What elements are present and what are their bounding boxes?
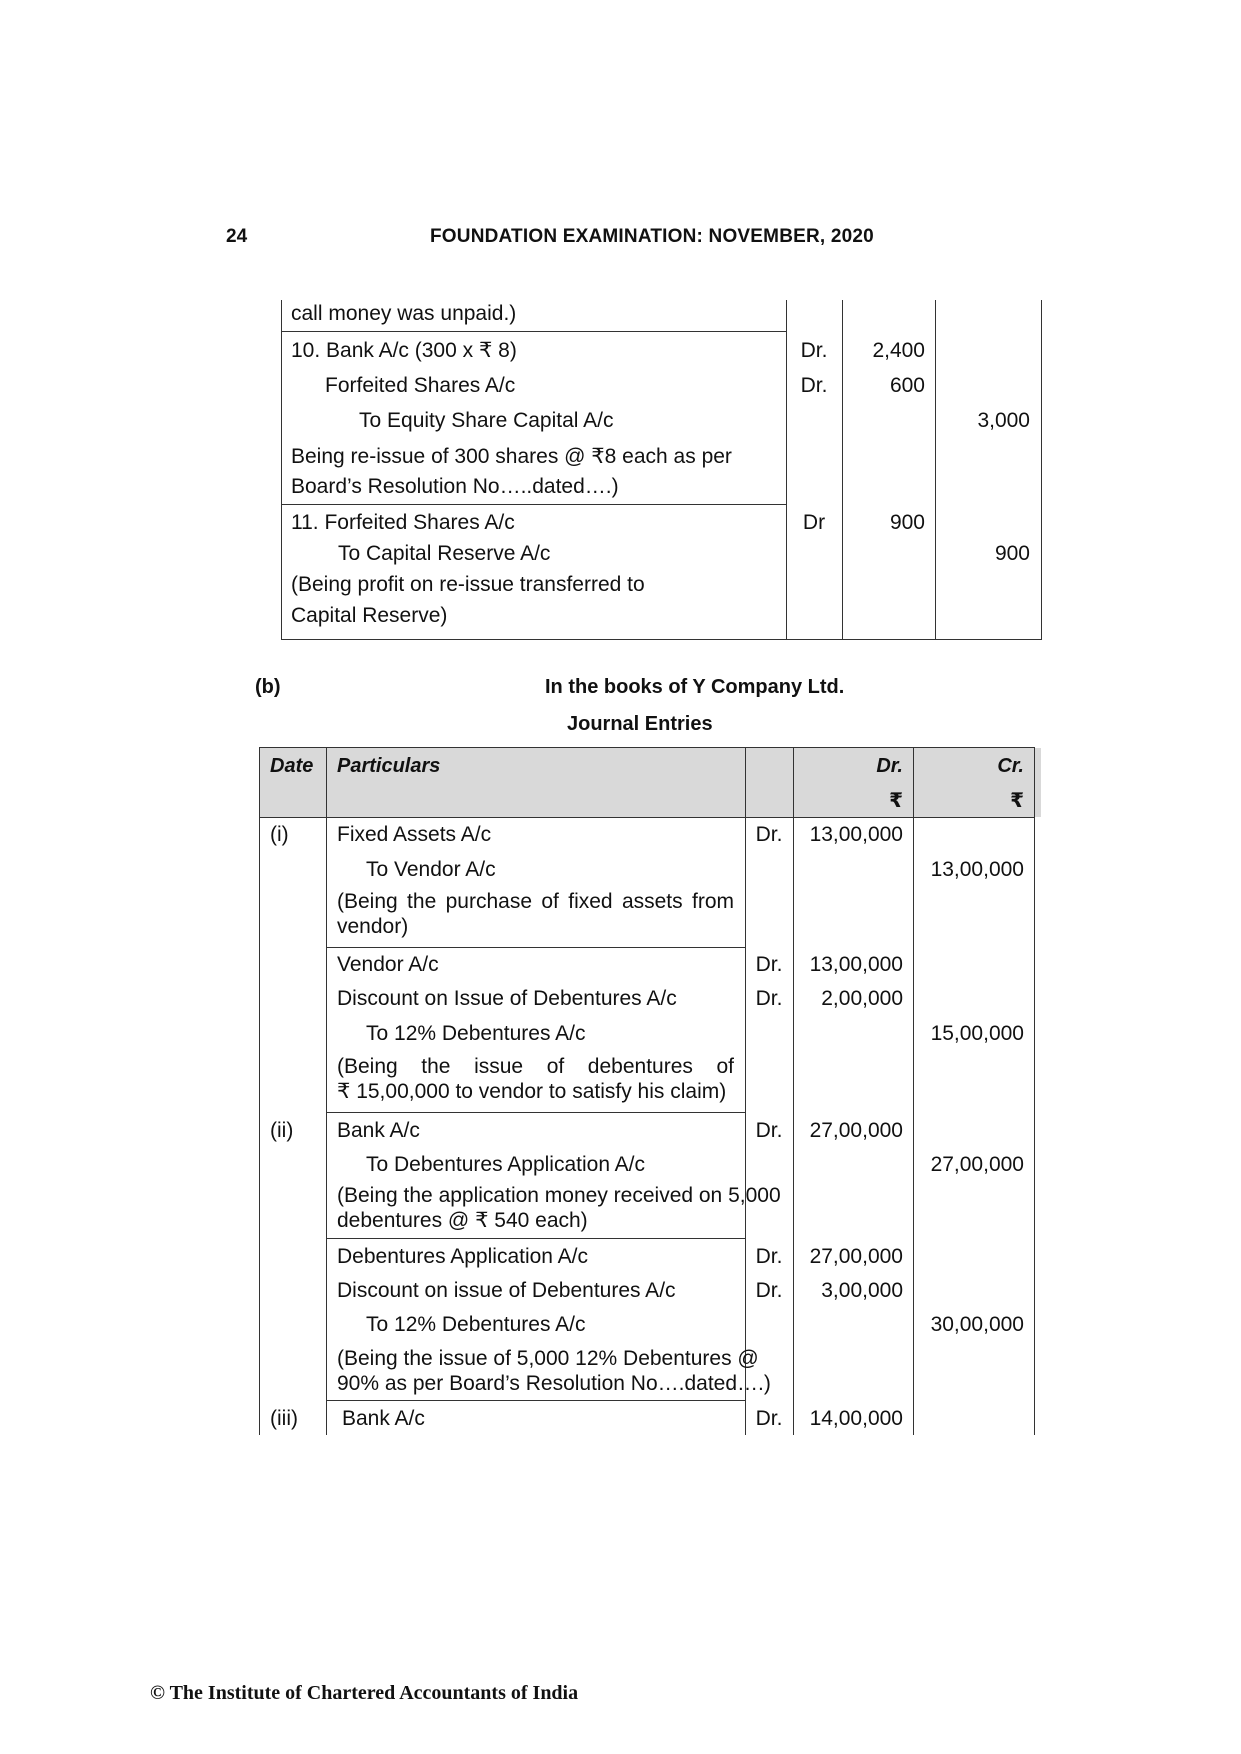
entry-4-line-3: To 12% Debentures A/c bbox=[366, 1313, 586, 1336]
entry-4-dr-2: Dr. bbox=[755, 1279, 783, 1302]
entry-2-narration-1: (Being the issue of debentures of bbox=[337, 1055, 734, 1078]
entry-2-line-1: Vendor A/c bbox=[337, 953, 439, 976]
entry-3-line-1: Bank A/c bbox=[337, 1119, 420, 1142]
table-border bbox=[793, 747, 794, 1435]
entry-3-debit-amount: 27,00,000 bbox=[809, 1119, 903, 1142]
entry-11-narration-1: (Being profit on re-issue transferred to bbox=[291, 573, 645, 596]
table-bottom-border bbox=[281, 639, 1042, 640]
entry-10-amount-1: 2,400 bbox=[872, 339, 925, 362]
entry-1-narration-2: vendor) bbox=[337, 915, 409, 938]
entry-date: (ii) bbox=[270, 1119, 294, 1142]
entry-4-line-2: Discount on issue of Debentures A/c bbox=[337, 1279, 676, 1302]
header-bottom-border bbox=[259, 817, 1035, 818]
header-date: Date bbox=[270, 755, 314, 777]
entry-4-line-1: Debentures Application A/c bbox=[337, 1245, 588, 1268]
entry-11-line-1: 11. Forfeited Shares A/c bbox=[291, 511, 515, 534]
header-particulars: Particulars bbox=[337, 755, 441, 777]
entry-10-line-1: 10. Bank A/c (300 x ₹ 8) bbox=[291, 339, 517, 362]
entry-1-credit-amount: 13,00,000 bbox=[930, 858, 1024, 881]
entry-11-narration-2: Capital Reserve) bbox=[291, 604, 448, 627]
table-border bbox=[326, 747, 327, 1435]
entry-11-line-2: To Capital Reserve A/c bbox=[338, 542, 551, 565]
entry-4-narration-1: (Being the issue of 5,000 12% Debentures @ bbox=[337, 1347, 759, 1370]
entry-2-debit-amount-2: 2,00,000 bbox=[821, 987, 903, 1010]
row-divider bbox=[326, 1400, 745, 1401]
entry-3-credit-amount: 27,00,000 bbox=[930, 1153, 1024, 1176]
row-divider bbox=[281, 504, 786, 505]
entry-10-narration-1: Being re-issue of 300 shares @ ₹8 each as per bbox=[291, 445, 732, 468]
table-border bbox=[745, 747, 746, 1435]
row-divider bbox=[281, 331, 786, 332]
header-rupee-debit: ₹ bbox=[889, 790, 903, 812]
entry-1-line-2: To Vendor A/c bbox=[366, 858, 496, 881]
entry-5-dr: Dr. bbox=[755, 1407, 783, 1430]
entry-4-dr-1: Dr. bbox=[755, 1245, 783, 1268]
table-top-border bbox=[259, 747, 1035, 748]
entry-3-dr: Dr. bbox=[755, 1119, 783, 1142]
header-debit: Dr. bbox=[876, 755, 903, 777]
row-divider bbox=[326, 947, 745, 948]
books-title: In the books of Y Company Ltd. bbox=[545, 676, 845, 698]
entry-10-amount-2: 600 bbox=[889, 374, 925, 397]
row-divider bbox=[326, 1112, 745, 1113]
page-number: 24 bbox=[226, 226, 248, 247]
entry-10-dr-2: Dr. bbox=[800, 374, 828, 397]
table-border bbox=[1034, 747, 1035, 1435]
table-border bbox=[259, 747, 260, 1435]
entry-10-dr-1: Dr. bbox=[800, 339, 828, 362]
entry-10-line-2: Forfeited Shares A/c bbox=[325, 374, 516, 397]
entry-10-narration-2: Board’s Resolution No…..dated….) bbox=[291, 475, 619, 498]
entry-5-line-1: Bank A/c bbox=[342, 1407, 425, 1430]
header-rupee-credit: ₹ bbox=[1010, 790, 1024, 812]
entry-4-debit-amount-2: 3,00,000 bbox=[821, 1279, 903, 1302]
page-header-title: FOUNDATION EXAMINATION: NOVEMBER, 2020 bbox=[430, 226, 874, 247]
entry-3-narration-1: (Being the application money received on 5,000 bbox=[337, 1184, 781, 1207]
entry-10-credit: 3,000 bbox=[977, 409, 1030, 432]
entry-date: (i) bbox=[270, 823, 289, 846]
journal-title: Journal Entries bbox=[567, 713, 713, 735]
entry-2-credit-amount: 15,00,000 bbox=[930, 1022, 1024, 1045]
entry-5-debit-amount: 14,00,000 bbox=[809, 1407, 903, 1430]
entry-3-line-2: To Debentures Application A/c bbox=[366, 1153, 646, 1176]
table-border bbox=[281, 330, 282, 640]
table-border bbox=[1041, 300, 1042, 640]
footer-copyright: © The Institute of Chartered Accountants of India bbox=[150, 1682, 579, 1704]
entry-2-dr-1: Dr. bbox=[755, 953, 783, 976]
table-border bbox=[935, 300, 936, 640]
row-divider bbox=[326, 1238, 745, 1239]
section-label: (b) bbox=[255, 676, 281, 698]
entry-11-credit: 900 bbox=[994, 542, 1030, 565]
carry-line: call money was unpaid.) bbox=[291, 302, 517, 325]
entry-10-line-3: To Equity Share Capital A/c bbox=[359, 409, 614, 432]
entry-4-credit-amount: 30,00,000 bbox=[930, 1313, 1024, 1336]
entry-2-line-2: Discount on Issue of Debentures A/c bbox=[337, 987, 677, 1010]
entry-2-line-3: To 12% Debentures A/c bbox=[366, 1022, 586, 1045]
entry-2-debit-amount-1: 13,00,000 bbox=[809, 953, 903, 976]
entry-date: (iii) bbox=[270, 1407, 298, 1430]
entry-11-amount: 900 bbox=[889, 511, 925, 534]
entry-11-dr: Dr bbox=[802, 511, 826, 534]
table-border bbox=[281, 300, 282, 330]
header-credit: Cr. bbox=[997, 755, 1024, 777]
entry-2-narration-2: ₹ 15,00,000 to vendor to satisfy his claim) bbox=[337, 1080, 727, 1103]
entry-1-debit-amount: 13,00,000 bbox=[809, 823, 903, 846]
entry-3-narration-2: debentures @ ₹ 540 each) bbox=[337, 1209, 588, 1232]
entry-1-narration-1: (Being the purchase of fixed assets from bbox=[337, 890, 734, 913]
entry-1-line-1: Fixed Assets A/c bbox=[337, 823, 492, 846]
entry-2-dr-2: Dr. bbox=[755, 987, 783, 1010]
entry-4-narration-2: 90% as per Board’s Resolution No….dated….) bbox=[337, 1372, 771, 1395]
entry-4-debit-amount-1: 27,00,000 bbox=[809, 1245, 903, 1268]
entry-1-dr: Dr. bbox=[755, 823, 783, 846]
